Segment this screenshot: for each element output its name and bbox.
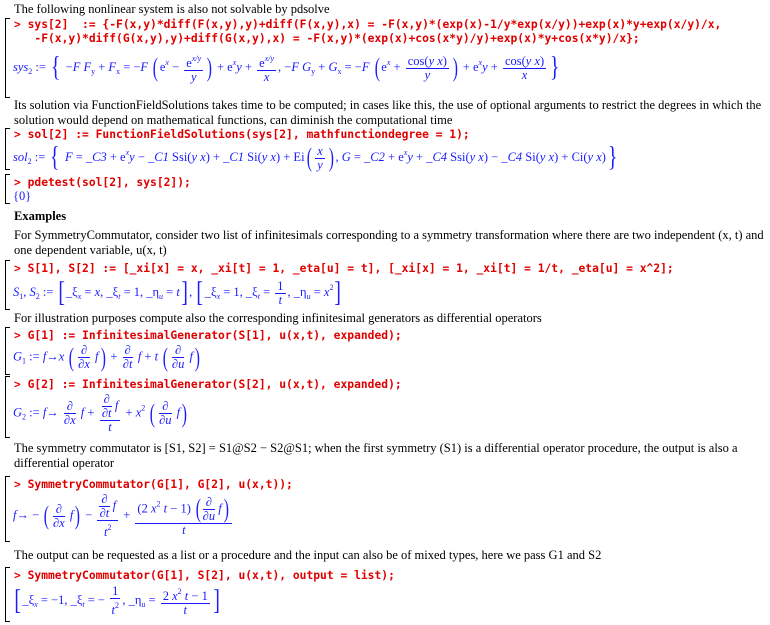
input-sol[interactable]: > sol[2] := FunctionFieldSolutions(sys[2], mathfunctiondegree = 1); [14,128,470,141]
group-bracket[interactable] [5,18,10,98]
text-commutator: The symmetry commutator is [S1, S2] = S1@S2 − S2@S1; when the first symmetry (S1) is a differential operator procedure, the output is also a differential operator [14,441,738,470]
group-bracket[interactable] [5,128,10,170]
output-pdetest: {0} [13,189,32,203]
execution-group-g1[interactable] [5,327,765,375]
group-bracket[interactable] [5,376,10,438]
execution-group-commutator-list[interactable] [5,567,765,622]
input-commutator[interactable]: > SymmetryCommutator(G[1], G[2], u(x,t)); [14,478,293,491]
output-g1: $G_1$ := f→x ( $\frac{\partial}{\partial x}$ f) + $\frac{\partial}{\partial t}$ f + t ( $\frac{\partial}{\partial u}$ f) [13,342,200,372]
input-g2[interactable]: > G[2] := InfinitesimalGenerator(S[2], u(x,t), expanded); [14,378,402,391]
execution-group-pdetest[interactable] [5,174,765,204]
execution-group-infinitesimals[interactable] [5,260,765,310]
execution-group-sys[interactable] [5,18,765,98]
execution-group-commutator[interactable] [5,476,765,542]
execution-group-g2[interactable] [5,376,765,438]
execution-group-sol[interactable] [5,128,765,173]
text-symmetry-intro: For SymmetryCommutator, consider two list of infinitesimals corresponding to a symmetry transformation where there are two independent (x, t) and one dependent variable, u(x, t) [14,228,764,257]
input-sys-line1[interactable]: > sys[2] := {-F(x,y)*diff(F(x,y),y)+diff(F(x,y),x) = -F(x,y)*(exp(x)-1/y*exp(x/y))+exp(x)*y+exp(x/y)/x, [14,18,722,31]
input-pdetest[interactable]: > pdetest(sol[2], sys[2]); [14,176,191,189]
output-commutator-list: [$\_\xi_x = -1$, $\_\xi_t$ = − $\frac{1}{t^2}$ , $\_\eta_u$ = $\frac{2 x^2 t - 1}{t}$ ] [14,584,220,617]
output-infinitesimals: $S_1$, $S_2$ := [$\_\xi_x = x$, $\_\xi_t = 1$, $\_\eta_u = t$], [$\_\xi_x = 1$, $\_\xi_t$ = $\frac{1}{t}$ , $\_\eta_u = x^2$] [13,277,342,308]
output-commutator: f→ − ( $\frac{\partial}{\partial x}$ f) − $\frac{\partial}{\partial t}$ f $t^2$ + (2 $x^2$ t − 1) ( $\frac{\partial}{\partial u}$ f) t [13,493,234,539]
text-function-field: Its solution via FunctionFieldSolutions takes time to be computed; in cases like this, the use of optional arguments to restrict the degrees in which the solution would depend on mathematical functions, can diminish the computational time [14,98,762,127]
text-output-list: The output can be requested as a list or a procedure and the input can also be of mixed types, here we pass G1 and S2 [14,548,602,562]
text-illustration: For illustration purposes compute also the corresponding infinitesimal generators as differential operators [14,311,542,325]
group-bracket[interactable] [5,260,10,310]
output-sys: sys$_2$ := { −F $F_y + F_x = -F$ ( $e^x$ − $\frac{e^{x/y}}{y}$ ) + $e^xy$ + $\frac{e^{x/y}}{x}$ , −F $G_y + G_x = -F$ ( $e^x$ + $\frac{\text{cos(y x)}}{y}$ ) + $e^xy$ + $\frac{\text{cos(y x)}}{x}$ } [13,52,560,84]
output-g2: $G_2$ := f→ $\frac{\partial}{\partial x}$ f + $\frac{\partial}{\partial t}$ f t + $x^2$ ( $\frac{\partial}{\partial u}$ f) [13,392,188,434]
input-commutator-list[interactable]: > SymmetryCommutator(G[1], S[2], u(x,t), output = list); [14,569,395,582]
input-sys-line2[interactable]: -F(x,y)*diff(G(x,y),y)+diff(G(x,y),x) = -F(x,y)*(exp(x)+cos(x*y)/y)+exp(x)*y+cos(x*y)/x}; [14,32,640,45]
group-bracket[interactable] [5,174,10,204]
group-bracket[interactable] [5,567,10,622]
input-infinitesimals[interactable]: > S[1], S[2] := [_xi[x] = x, _xi[t] = 1, _eta[u] = t], [_xi[x] = 1, _xi[t] = 1/t, _eta[u] = x^2]; [14,262,674,275]
examples-heading: Examples [14,209,67,223]
text-intro: The following nonlinear system is also not solvable by pdsolve [14,2,330,16]
output-sol: sol$_2$ := { F = _C3 + $e^xy$ − _C1 Ssi(y x) + _C1 Si(y x) + Ei( $\frac{x}{y}$ ) , G = _C2 + $e^xy$ + _C4 Ssi(y x) − _C4 Si(y x) + Ci(y x)} [13,142,618,173]
group-bracket[interactable] [5,476,10,542]
input-g1[interactable]: > G[1] := InfinitesimalGenerator(S[1], u(x,t), expanded); [14,329,402,342]
group-bracket[interactable] [5,327,10,375]
